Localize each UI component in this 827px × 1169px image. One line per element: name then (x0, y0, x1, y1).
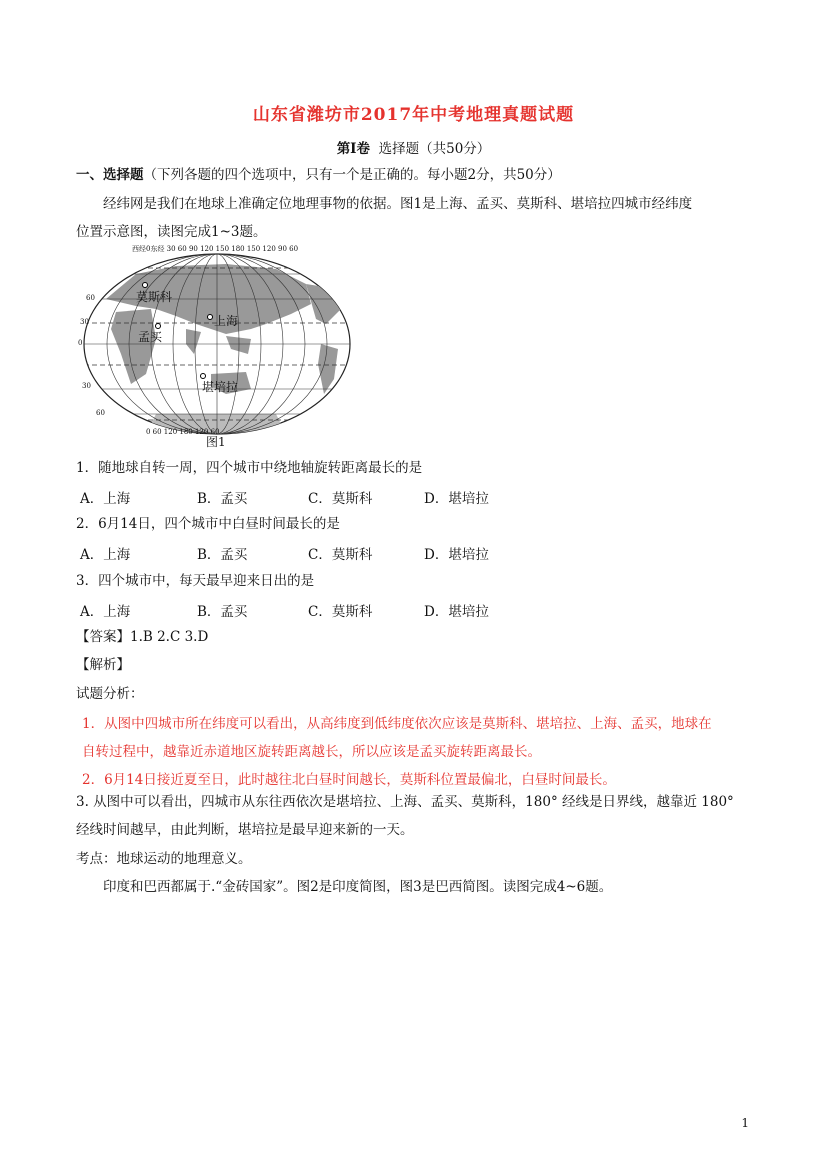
volume-desc: 选择题（共50分） (378, 141, 491, 157)
analysis-3-line-1: 3. 从图中可以看出，四城市从东往西依次是堪培拉、上海、孟买、莫斯科，180° 经线是日界线，越靠近 180° (76, 794, 734, 810)
page-title: 山东省潍坊市2017年中考地理真题试题 (252, 105, 575, 125)
mumbai-label: 孟买 (138, 330, 163, 344)
question-2-option-b: B．孟买 (197, 547, 248, 563)
volume-label: 第Ⅰ卷 (336, 141, 371, 157)
intro-1-line-2: 位置示意图，读图完成1~3题。 (76, 224, 267, 240)
analysis-3-line-2: 经线时间越早，由此判断，堪培拉是最早迎来新的一天。 (76, 822, 414, 838)
question-3-option-a: A．上海 (80, 604, 131, 620)
question-1-option-a: A．上海 (80, 491, 131, 507)
shanghai-label: 上海 (214, 314, 239, 328)
map-lat-label: 60 (86, 294, 95, 302)
intro-1-line-1: 经纬网是我们在地球上准确定位地理事物的依据。图1是上海、孟买、莫斯科、堪培拉四城市经纬度 (103, 196, 693, 212)
moscow-label: 莫斯科 (136, 290, 173, 304)
question-3-option-d: D．堪培拉 (424, 604, 489, 620)
section-1-instructions: （下列各题的四个选项中，只有一个是正确的。每小题2分，共50分） (143, 167, 561, 183)
analysis-2: 2．6月14日接近夏至日，此时越往北白昼时间越长，莫斯科位置最偏北，白昼时间最长。 (82, 772, 616, 788)
map-lat-label: 60 (96, 409, 105, 417)
analysis-1-line-2: 自转过程中，越靠近赤道地区旋转距离越长，所以应该是孟买旋转距离最长。 (82, 744, 541, 760)
question-2-option-c: C．莫斯科 (308, 547, 373, 563)
question-2-option-a: A．上海 (80, 547, 131, 563)
question-1: 1．随地球自转一周，四个城市中绕地轴旋转距离最长的是 (76, 460, 423, 476)
shanghai-marker (208, 315, 213, 320)
figure-caption: 图1 (206, 435, 226, 449)
question-1-option-b: B．孟买 (197, 491, 248, 507)
analysis-subheading: 试题分析： (76, 686, 144, 702)
question-3: 3．四个城市中，每天最早迎来日出的是 (76, 573, 315, 589)
section-heading (0, 137, 827, 157)
answer-key: 【答案】1.B 2.C 3.D (76, 629, 209, 645)
section-1-title: 一、选择题 (76, 167, 144, 183)
exam-point: 考点：地球运动的地理意义。 (76, 851, 252, 867)
world-map-figure (76, 244, 358, 450)
canberra-label: 堪培拉 (202, 380, 239, 394)
map-top-longitude-labels: 西经0东经 30 60 90 120 150 180 150 120 90 60 (132, 245, 299, 253)
analysis-1-line-1: 1．从图中四城市所在纬度可以看出，从高纬度到低纬度依次应该是莫斯科、堪培拉、上海、孟买，地球在 (82, 716, 712, 732)
map-lat-label: 0 (78, 339, 83, 347)
page-number: 1 (741, 1116, 749, 1130)
question-2-option-d: D．堪培拉 (424, 547, 489, 563)
question-1-option-d: D．堪培拉 (424, 491, 489, 507)
question-2: 2．6月14日，四个城市中白昼时间最长的是 (76, 516, 340, 532)
analysis-label: 【解析】 (76, 657, 130, 673)
question-1-option-c: C．莫斯科 (308, 491, 373, 507)
question-3-option-b: B．孟买 (197, 604, 248, 620)
section-1-heading (76, 166, 561, 185)
question-3-option-c: C．莫斯科 (308, 604, 373, 620)
moscow-marker (143, 283, 148, 288)
world-map-graticule (76, 244, 358, 450)
map-lat-label: 30 (80, 318, 89, 326)
intro-2: 印度和巴西都属于.“金砖国家”。图2是印度简图，图3是巴西简图。读图完成4~6题。 (103, 879, 613, 895)
map-bottom-longitude-labels: 0 60 120 180 120 60 (146, 428, 220, 436)
map-lat-label: 30 (82, 382, 91, 390)
